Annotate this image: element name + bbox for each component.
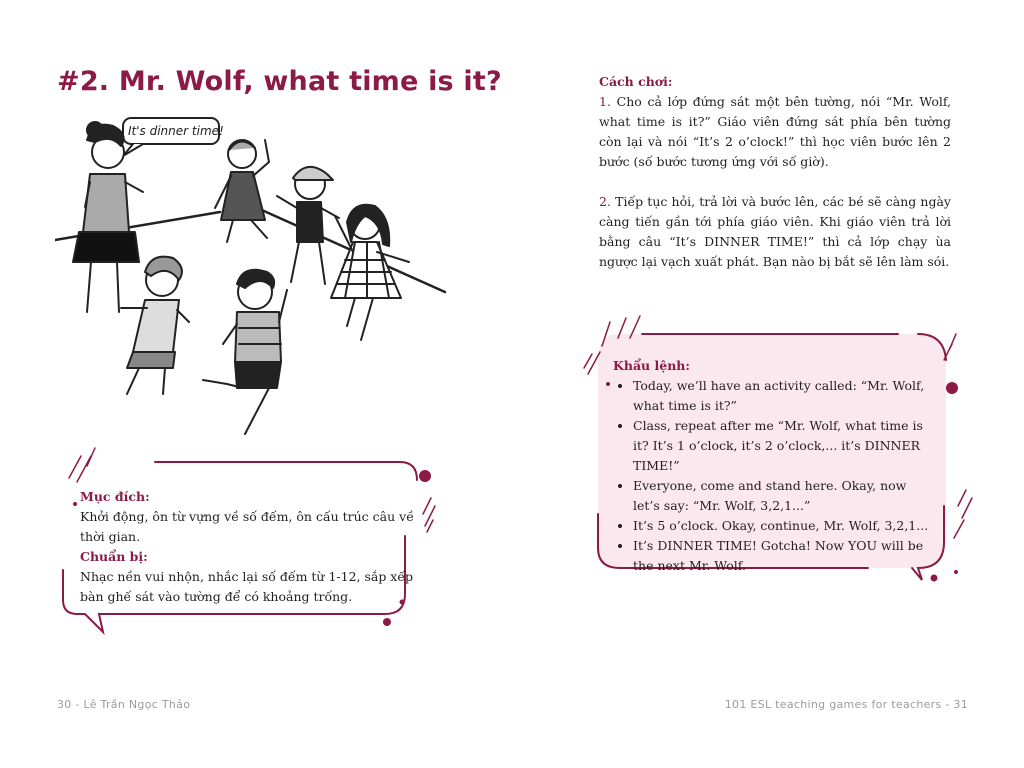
cach-choi-section bbox=[599, 72, 951, 272]
footer-right: 101 ESL teaching games for teachers - 31 bbox=[724, 698, 968, 711]
speech-bubble-text: It's dinner time! bbox=[128, 124, 224, 138]
list-item: • Everyone, come and stand here. Okay, now let’s say: “Mr. Wolf, 3,2,1...” bbox=[633, 476, 933, 516]
step-2-text: Tiếp tục hỏi, trả lời và bước lên, các bé sẽ càng ngày càng tiến gần tới phía giáo viên. Khi giáo viên trả lời bằng câu “It’s DINNER TIME!” thì cả lớp chạy ùa ngược lại vạch xuất phát. Bạn nào bị bắt sẽ lên làm sói. bbox=[599, 194, 951, 269]
muc-dich-box bbox=[80, 487, 425, 607]
khau-lenh-box bbox=[613, 356, 933, 576]
cach-choi-label: Cách chơi: bbox=[599, 74, 673, 89]
list-item: • It’s 5 o’clock. Okay, continue, Mr. Wolf, 3,2,1... bbox=[633, 516, 933, 536]
muc-dich-text: Khởi động, ôn từ vựng về số đếm, ôn cấu trúc câu về thời gian. bbox=[80, 509, 414, 544]
children-game-illustration bbox=[55, 112, 450, 442]
chuan-bi-label: Chuẩn bị: bbox=[80, 549, 148, 564]
list-item: • It’s DINNER TIME! Gotcha! Now YOU will be the next Mr. Wolf. bbox=[633, 536, 933, 576]
chuan-bi-text: Nhạc nền vui nhộn, nhắc lại số đếm từ 1-12, sắp xếp bàn ghế sát vào tường để có khoảng trống. bbox=[80, 569, 414, 604]
step-1-text: Cho cả lớp đứng sát một bên tường, nói “Mr. Wolf, what time is it?” Giáo viên đứng sát phía bên tường còn lại và nói “It’s 2 o’clock!” thì học viên bước lên 2 bước (số bước tương ứng với số giờ). bbox=[599, 94, 951, 169]
step-2-number: 2. bbox=[599, 194, 611, 209]
list-item: • Class, repeat after me “Mr. Wolf, what time is it? It’s 1 o’clock, it’s 2 o’clock,... it’s DINNER TIME!” bbox=[633, 416, 933, 476]
khau-lenh-label: Khẩu lệnh: bbox=[613, 358, 690, 373]
footer-left: 30 - Lê Trần Ngọc Thảo bbox=[57, 698, 191, 711]
list-item: • Today, we’ll have an activity called: “Mr. Wolf, what time is it?” bbox=[633, 376, 933, 416]
step-1-number: 1. bbox=[599, 94, 611, 109]
page-title: #2. Mr. Wolf, what time is it? bbox=[57, 66, 502, 97]
step-2 bbox=[599, 192, 951, 272]
illustration-drawing bbox=[55, 112, 450, 442]
khau-lenh-list bbox=[613, 376, 933, 576]
step-1 bbox=[599, 92, 951, 172]
muc-dich-label: Mục đích: bbox=[80, 489, 150, 504]
